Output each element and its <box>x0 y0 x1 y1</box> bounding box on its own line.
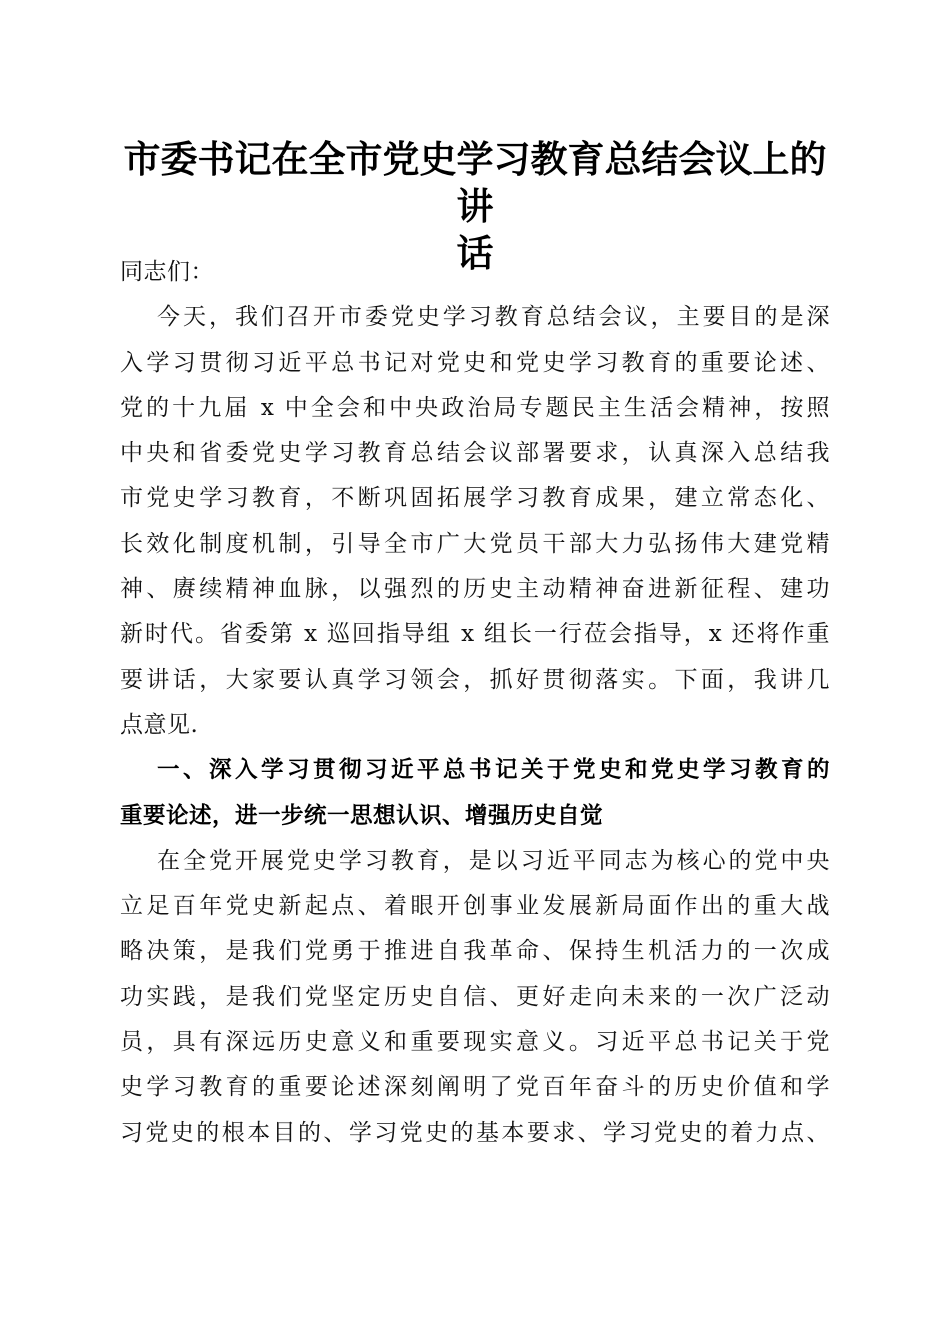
section-heading-line: 重要论述，进一步统一思想认识、增强历史自觉 <box>120 802 604 829</box>
salutation: 同志们： <box>120 259 214 285</box>
paragraph-line: 入学习贯彻习近平总书记对党史和党史学习教育的重要论述、 <box>120 349 830 376</box>
paragraph-line: 神、赓续精神血脉，以强烈的历史主动精神奋进新征程、建功 <box>120 576 830 603</box>
paragraph-line: 在全党开展党史学习教育，是以习近平同志为核心的党中央 <box>157 847 830 874</box>
paragraph-line: 党的十九届 x 中全会和中央政治局专题民主生活会精神，按照 <box>120 394 830 421</box>
paragraph-line: 员，具有深远历史意义和重要现实意义。习近平总书记关于党 <box>120 1029 830 1056</box>
title-line: 市委书记在全市党史学习教育总结会议上的讲 <box>123 137 827 228</box>
paragraph-line: 习党史的根本目的、学习党史的基本要求、学习党史的着力点、 <box>120 1119 830 1146</box>
paragraph-line: 立足百年党史新起点、着眼开创事业发展新局面作出的重大战 <box>120 893 830 920</box>
paragraph-line: 市党史学习教育，不断巩固拓展学习教育成果，建立常态化、 <box>120 485 830 512</box>
section-paragraph <box>120 839 830 1156</box>
paragraph-line: 功实践，是我们党坚定历史自信、更好走向未来的一次广泛动 <box>120 983 830 1010</box>
paragraph-line: 长效化制度机制，引导全市广大党员干部大力弘扬伟大建党精 <box>120 530 830 557</box>
section-heading-line: 一、深入学习贯彻习近平总书记关于党史和党史学习教育的 <box>157 757 830 784</box>
document-body <box>120 250 830 1156</box>
paragraph-line: 今天，我们召开市委党史学习教育总结会议，主要目的是深 <box>157 304 830 331</box>
paragraph-line: 史学习教育的重要论述深刻阐明了党百年奋斗的历史价值和学 <box>120 1074 830 1101</box>
paragraph-line: 新时代。省委第 x 巡回指导组 x 组长一行莅会指导，x 还将作重 <box>120 621 830 648</box>
paragraph-line: 中央和省委党史学习教育总结会议部署要求，认真深入总结我 <box>120 440 830 467</box>
paragraph-line: 点意见. <box>120 711 199 738</box>
paragraph-line: 要讲话，大家要认真学习领会，抓好贯彻落实。下面，我讲几 <box>120 666 830 693</box>
title-line: 话 <box>456 231 494 275</box>
section-heading <box>120 748 830 839</box>
intro-paragraph <box>120 295 830 748</box>
paragraph-line: 略决策，是我们党勇于推进自我革命、保持生机活力的一次成 <box>120 938 830 965</box>
